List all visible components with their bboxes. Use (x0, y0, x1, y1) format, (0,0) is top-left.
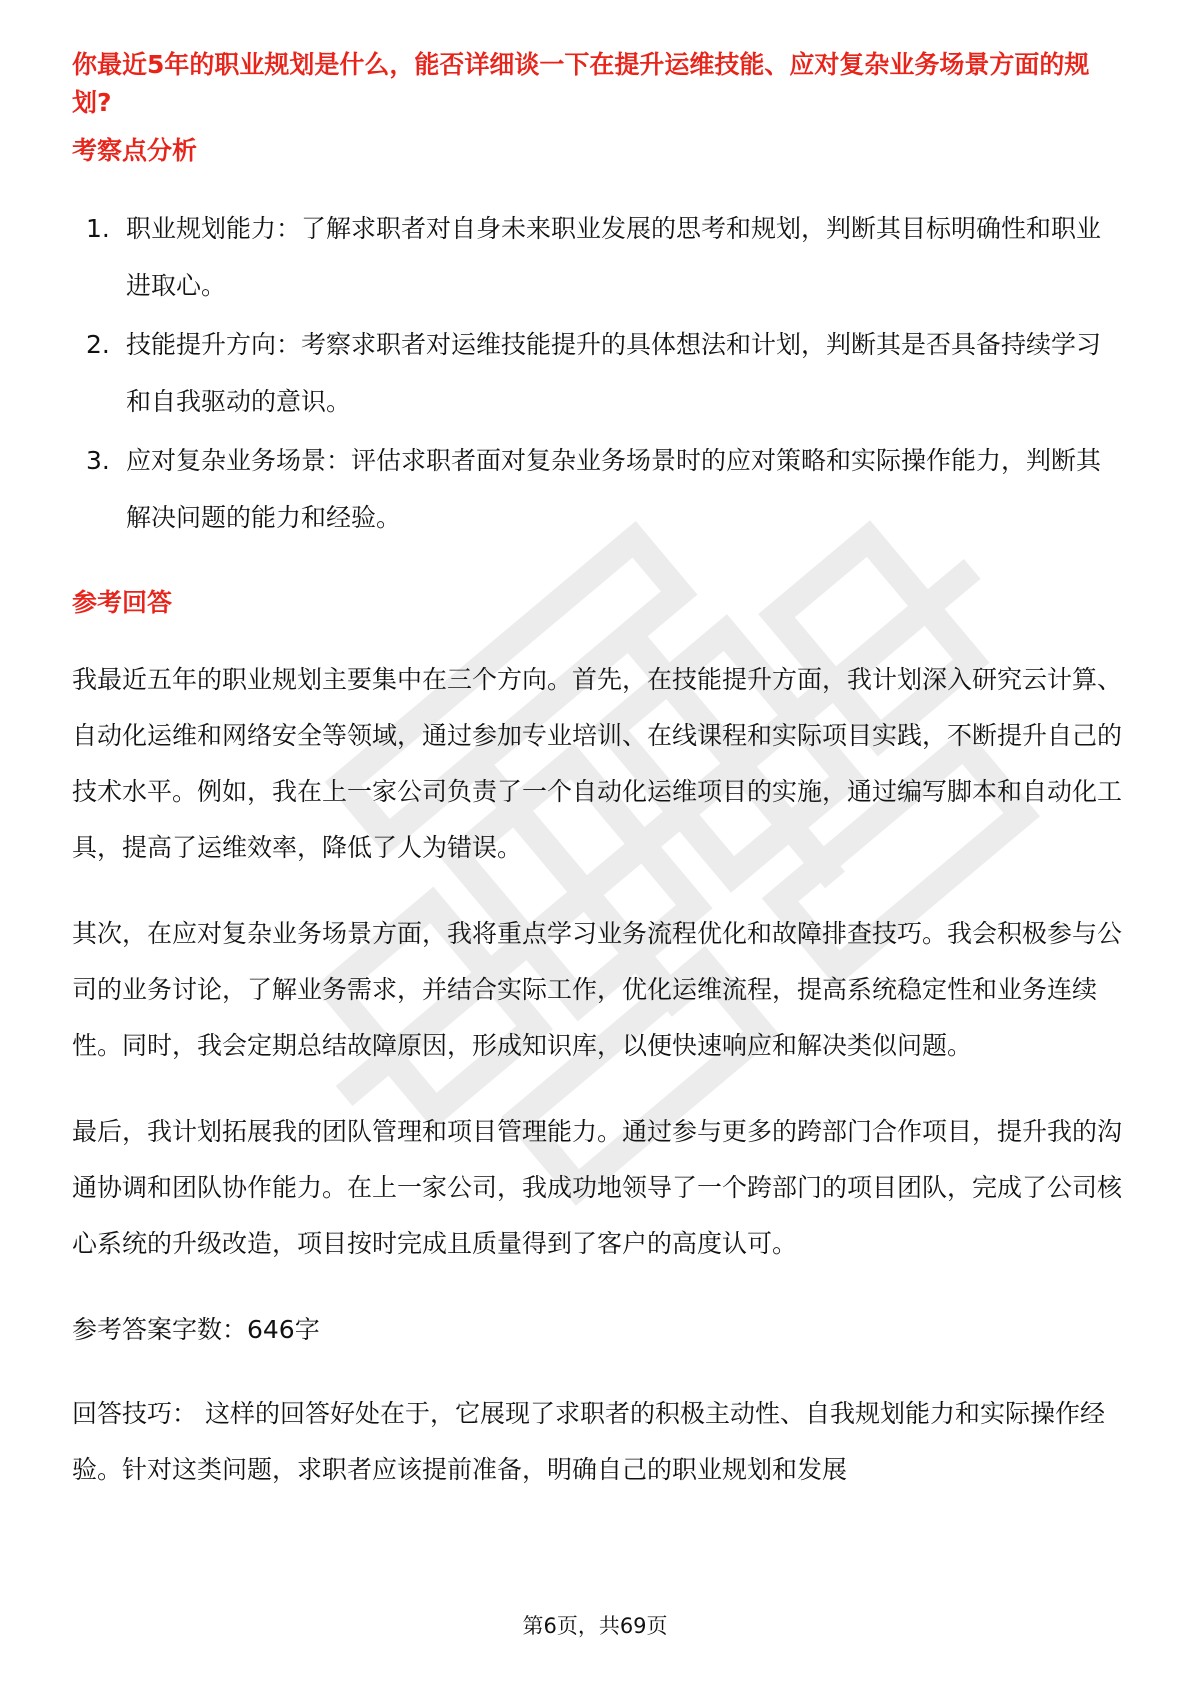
list-item-text: 应对复杂业务场景：评估求职者面对复杂业务场景时的应对策略和实际操作能力，判断其解决问题的能力和经验。 (126, 446, 1102, 532)
list-item-text: 技能提升方向：考察求职者对运维技能提升的具体想法和计划，判断其是否具备持续学习和自我驱动的意识。 (126, 330, 1102, 416)
list-item (72, 432, 1122, 546)
document-body (72, 46, 1122, 1498)
answer-tips: 回答技巧： 这样的回答好处在于，它展现了求职者的积极主动性、自我规划能力和实际操作经验。针对这类问题，求职者应该提前准备，明确自己的职业规划和发展 (72, 1399, 1105, 1484)
list-item-number: 1. (86, 214, 110, 243)
answer-paragraph: 其次，在应对复杂业务场景方面，我将重点学习业务流程优化和故障排查技巧。我会积极参与公司的业务讨论，了解业务需求，并结合实际工作，优化运维流程，提高系统稳定性和业务连续性。同时，我会定期总结故障原因，形成知识库，以便快速响应和解决类似问题。 (72, 919, 1123, 1060)
list-item-text: 职业规划能力：了解求职者对自身未来职业发展的思考和规划，判断其目标明确性和职业进取心。 (126, 214, 1102, 300)
page-number-footer: 第6页，共69页 (522, 1614, 668, 1638)
word-count: 参考答案字数：646字 (72, 1315, 320, 1344)
answer-paragraph: 我最近五年的职业规划主要集中在三个方向。首先，在技能提升方面，我计划深入研究云计算、自动化运维和网络安全等领域，通过参加专业培训、在线课程和实际项目实践，不断提升自己的技术水平。例如，我在上一家公司负责了一个自动化运维项目的实施，通过编写脚本和自动化工具，提高了运维效率，降低了人为错误。 (72, 665, 1123, 862)
question-heading: 你最近5年的职业规划是什么，能否详细谈一下在提升运维技能、应对复杂业务场景方面的规划? (72, 50, 1090, 117)
list-item-number: 3. (86, 446, 110, 475)
list-item (72, 200, 1122, 314)
list-item (72, 316, 1122, 430)
list-item-number: 2. (86, 330, 110, 359)
analysis-section-title: 考察点分析 (72, 136, 198, 165)
answer-section-title: 参考回答 (72, 588, 173, 617)
analysis-points-list (72, 200, 1122, 546)
answer-paragraph: 最后，我计划拓展我的团队管理和项目管理能力。通过参与更多的跨部门合作项目，提升我的沟通协调和团队协作能力。在上一家公司，我成功地领导了一个跨部门的项目团队，完成了公司核心系统的升级改造，项目按时完成且质量得到了客户的高度认可。 (72, 1117, 1123, 1258)
